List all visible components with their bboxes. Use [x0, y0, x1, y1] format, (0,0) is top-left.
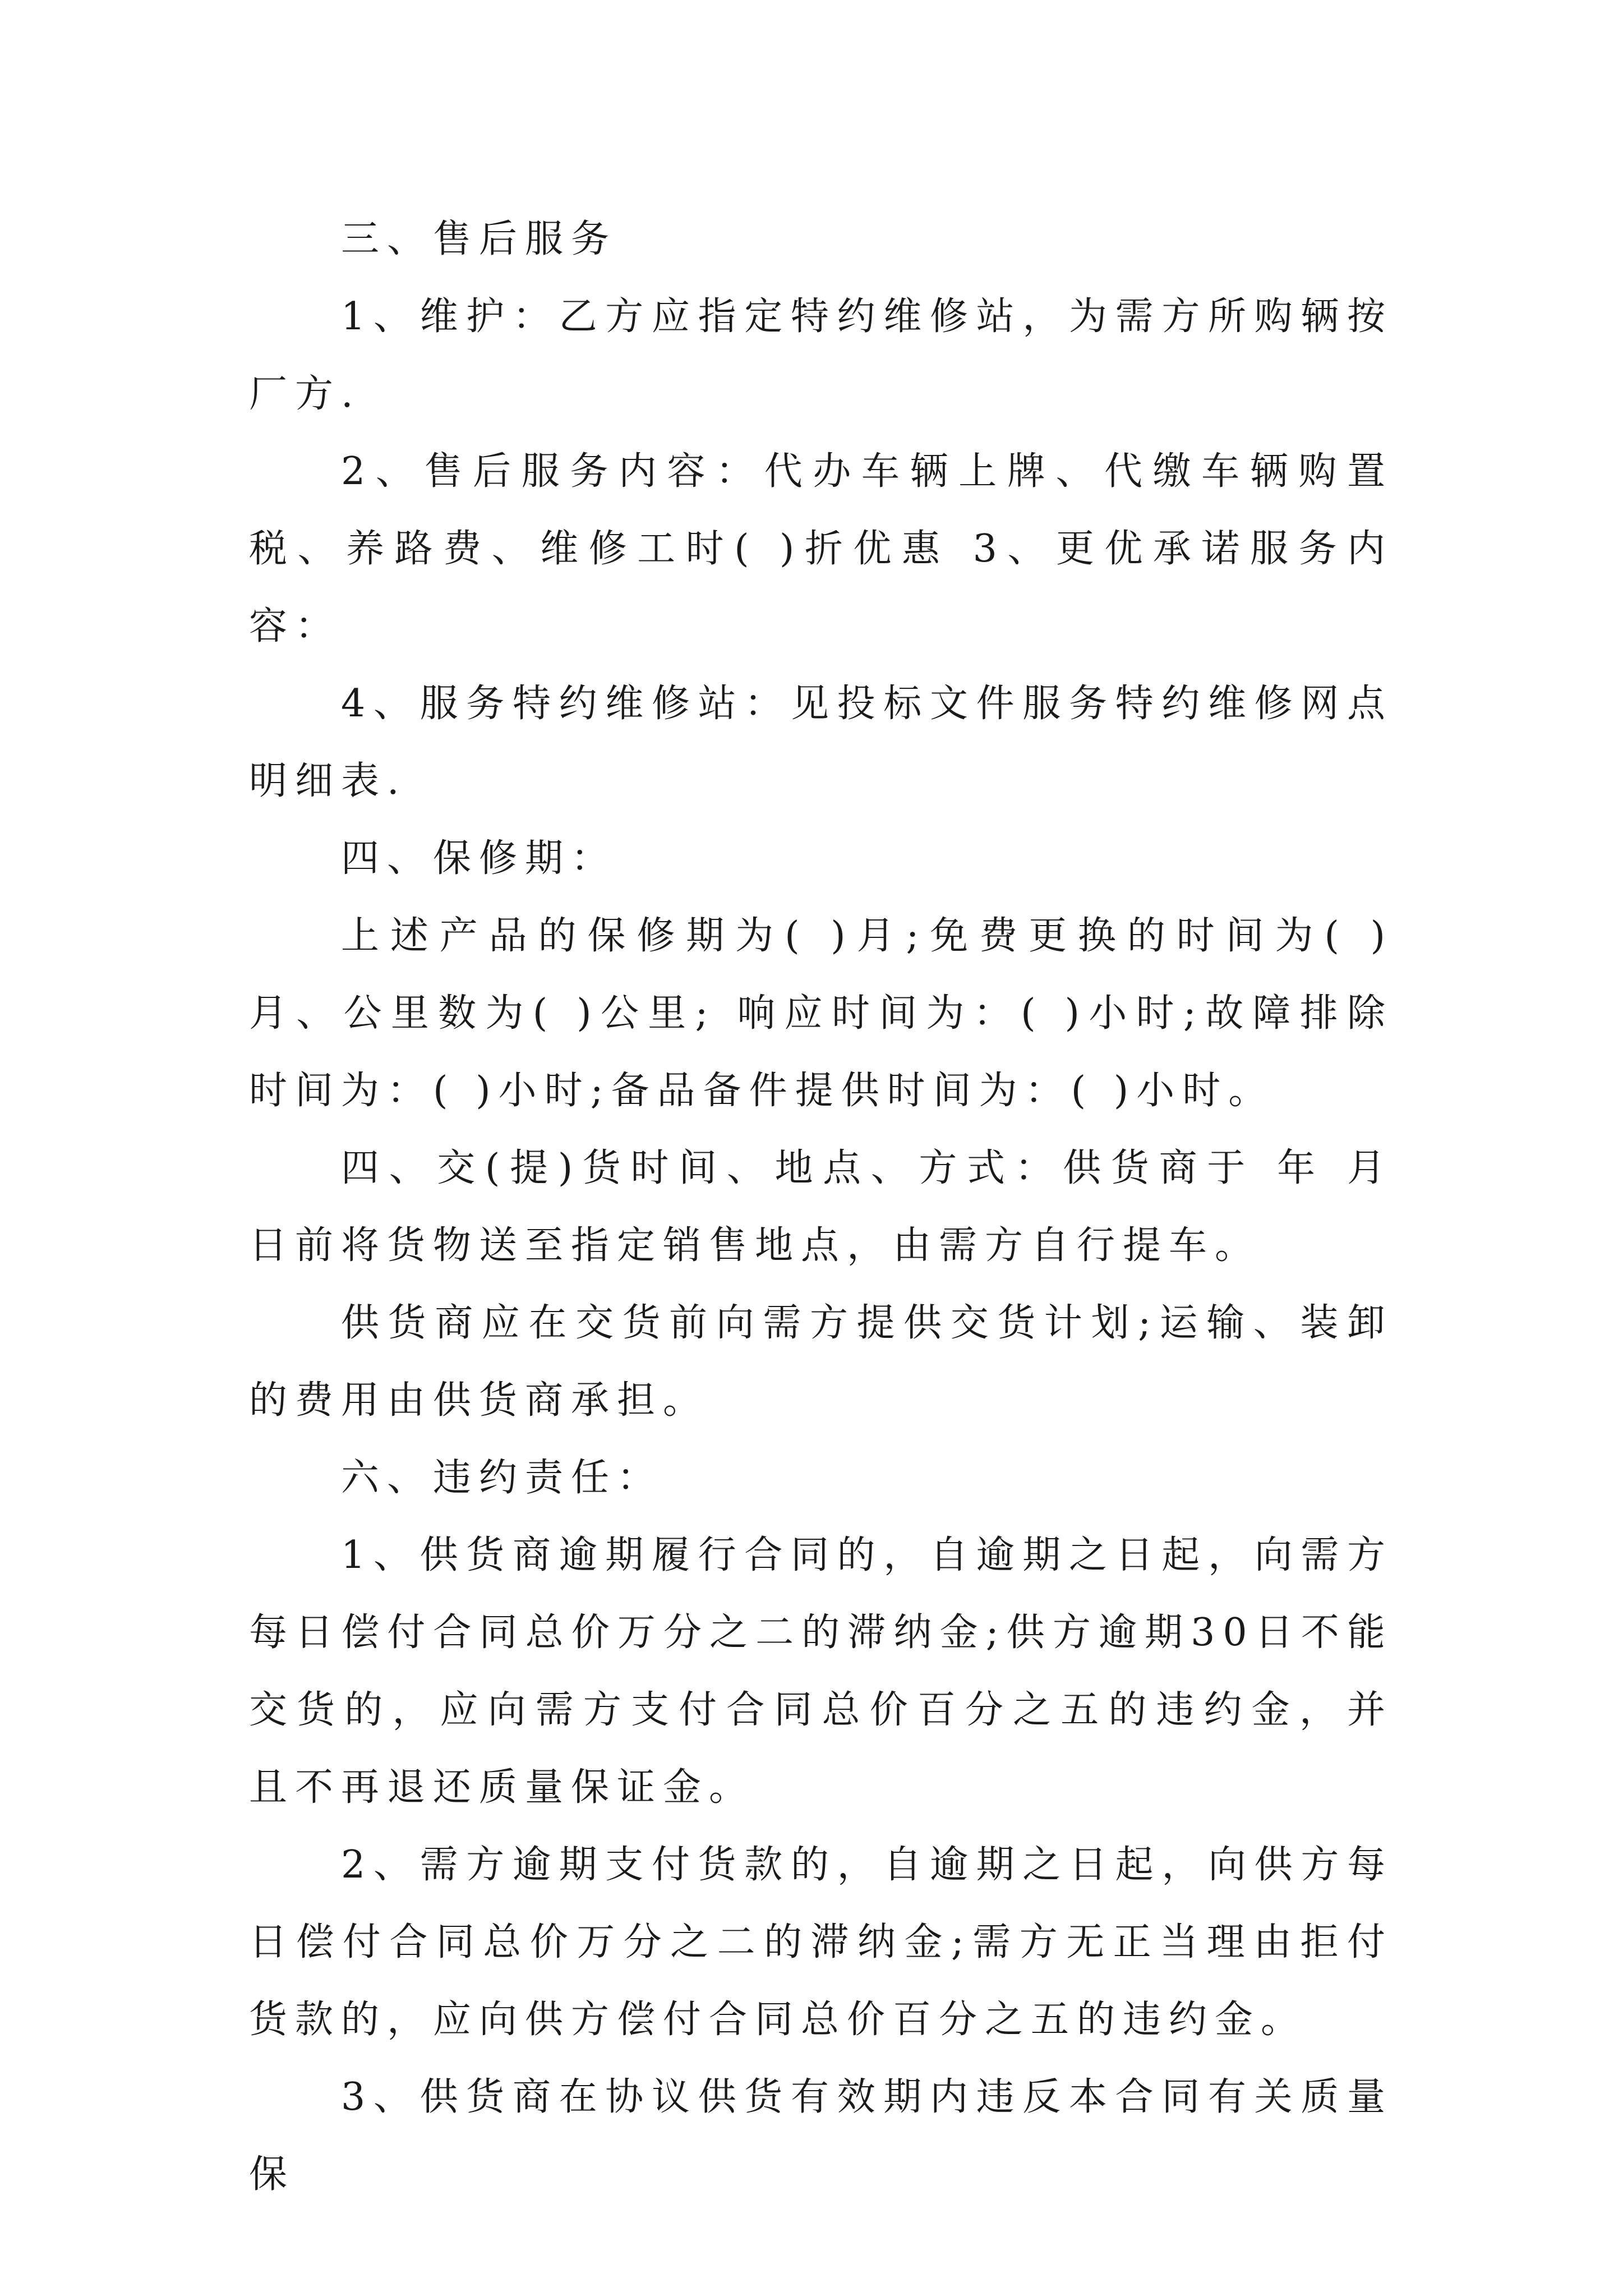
document-body: [249, 201, 1393, 2214]
paragraph-liability-quality: 3、供货商在协议供货有效期内违反本合同有关质量保: [249, 2075, 1393, 2197]
paragraph-maintenance: 1、维护：乙方应指定特约维修站，为需方所购辆按厂方.: [249, 295, 1393, 416]
paragraph-warranty-terms: 上述产品的保修期为( )月;免费更换的时间为( )月、公里数为( )公里; 响应时间为：( )小时;故障排除时间为：( )小时;备品备件提供时间为：( )小时。: [249, 914, 1393, 1113]
paragraph-liability-supplier: 1、供货商逾期履行合同的，自逾期之日起，向需方每日偿付合同总价万分之二的滞纳金;供方逾期30日不能交货的，应向需方支付合同总价百分之五的违约金，并且不再退还质量保证金。: [249, 1533, 1393, 1810]
section-heading-warranty: 四、保修期：: [341, 836, 617, 881]
paragraph-service-content: 2、售后服务内容：代办车辆上牌、代缴车辆购置税、养路费、维修工时( )折优惠 3、更优承诺服务内容：: [249, 449, 1393, 648]
paragraph-delivery-plan: 供货商应在交货前向需方提供交货计划;运输、装卸的费用由供货商承担。: [249, 1301, 1393, 1423]
section-heading-liability: 六、违约责任：: [341, 1456, 663, 1500]
paragraph-liability-buyer: 2、需方逾期支付货款的，自逾期之日起，向供方每日偿付合同总价万分之二的滞纳金;需方无正当理由拒付货款的，应向供方偿付合同总价百分之五的违约金。: [249, 1843, 1393, 2042]
section-heading-after-sales: 三、售后服务: [341, 217, 617, 261]
paragraph-delivery: 四、交(提)货时间、地点、方式：供货商于 年 月 日前将货物送至指定销售地点，由需方自行提车。: [249, 1146, 1393, 1268]
paragraph-service-stations: 4、服务特约维修站：见投标文件服务特约维修网点明细表.: [249, 682, 1393, 803]
